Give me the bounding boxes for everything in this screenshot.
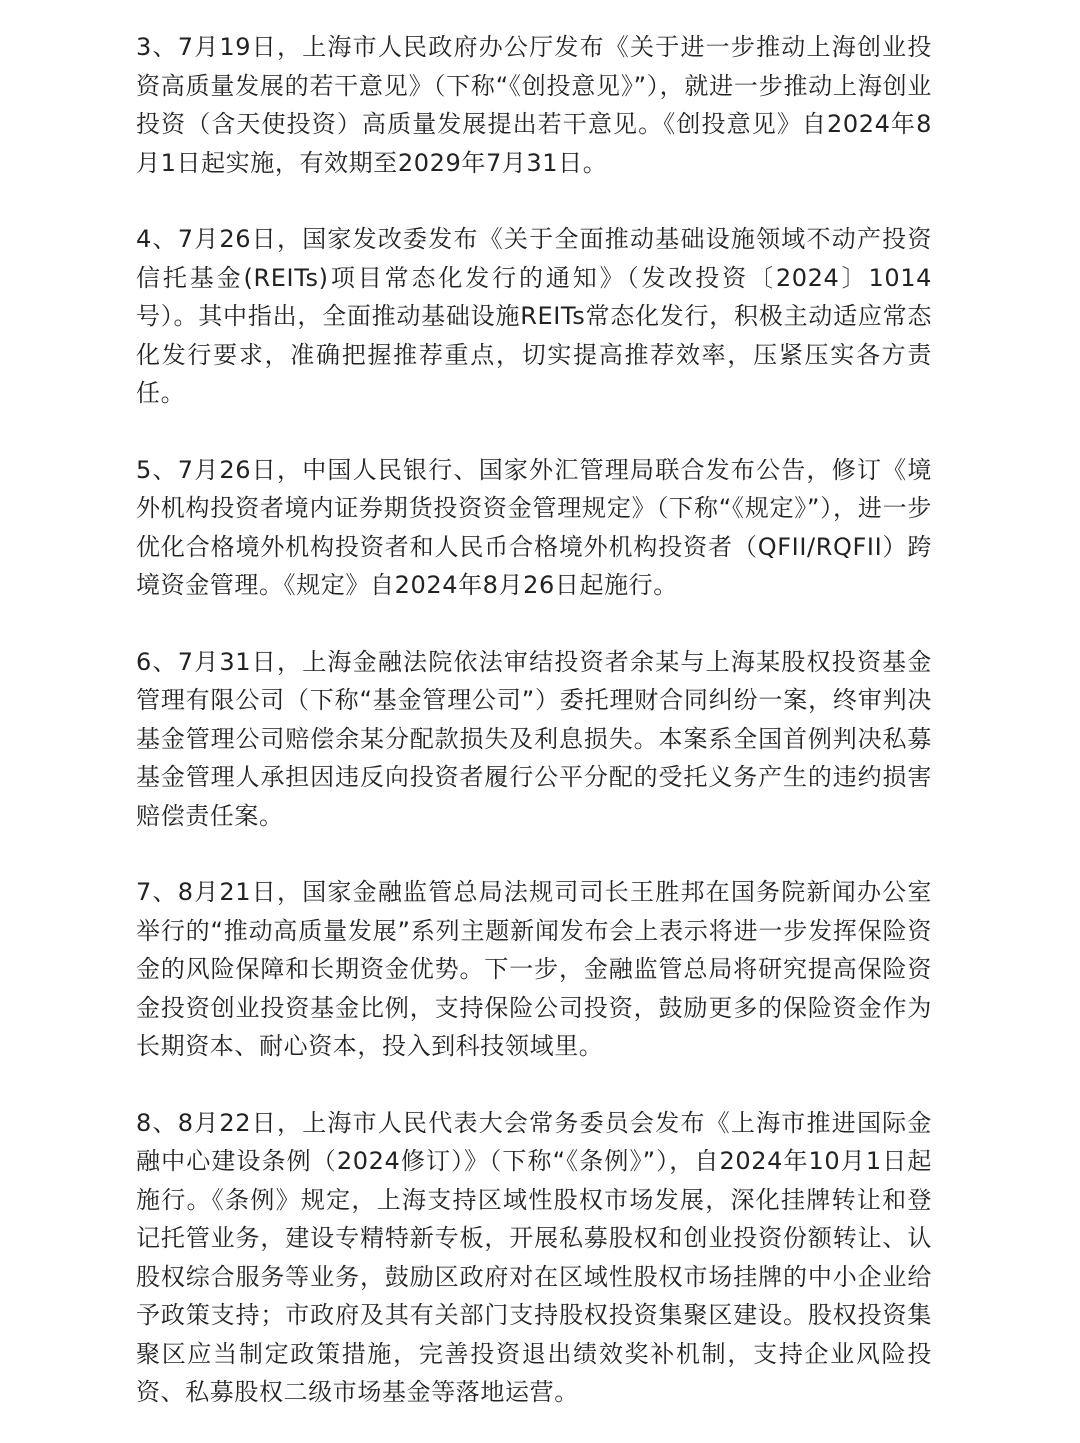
- paragraph-item-4: 4、7月26日，国家发改委发布《关于全面推动基础设施领域不动产投资信托基金(REITs)项目常态化发行的通知》（发改投资〔2024〕1014号）。其中指出，全面推动基础设施REITs常态化发行，积极主动适应常态化发行要求，准确把握推荐重点，切实提高推荐效率，压紧压实各方责任。: [136, 225, 932, 407]
- document-body: [136, 28, 932, 1412]
- paragraph-item-6: 6、7月31日，上海金融法院依法审结投资者余某与上海某股权投资基金管理有限公司（下称“基金管理公司”）委托理财合同纠纷一案，终审判决基金管理公司赔偿余某分配款损失及利息损失。本案系全国首例判决私募基金管理人承担因违反向投资者履行公平分配的受托义务产生的违约损害赔偿责任案。: [136, 647, 932, 830]
- paragraph-item-3: 3、7月19日，上海市人民政府办公厅发布《关于进一步推动上海创业投资高质量发展的若干意见》（下称“《创投意见》”），就进一步推动上海创业投资（含天使投资）高质量发展提出若干意见。《创投意见》自2024年8月1日起实施，有效期至2029年7月31日。: [136, 33, 932, 177]
- paragraph-item-7: 7、8月21日，国家金融监管总局法规司司长王胜邦在国务院新闻办公室举行的“推动高质量发展”系列主题新闻发布会上表示将进一步发挥保险资金的风险保障和长期资金优势。下一步，金融监管总局将研究提高保险资金投资创业投资基金比例，支持保险公司投资，鼓励更多的保险资金作为长期资本、耐心资本，投入到科技领域里。: [136, 878, 932, 1060]
- paragraph-item-5: 5、7月26日，中国人民银行、国家外汇管理局联合发布公告，修订《境外机构投资者境内证券期货投资资金管理规定》（下称“《规定》”），进一步优化合格境外机构投资者和人民币合格境外机构投资者（QFII/RQFII）跨境资金管理。《规定》自2024年8月26日起施行。: [136, 455, 932, 599]
- paragraph-item-8: 8、8月22日，上海市人民代表大会常务委员会发布《上海市推进国际金融中心建设条例（2024修订）》（下称“《条例》”），自2024年10月1日起施行。《条例》规定，上海支持区域性股权市场发展，深化挂牌转让和登记托管业务，建设专精特新专板，开展私募股权和创业投资份额转让、认股权综合服务等业务，鼓励区政府对在区域性股权市场挂牌的中小企业给予政策支持；市政府及其有关部门支持股权投资集聚区建设。股权投资集聚区应当制定政策措施，完善投资退出绩效奖补机制，支持企业风险投资、私募股权二级市场基金等落地运营。: [136, 1108, 932, 1406]
